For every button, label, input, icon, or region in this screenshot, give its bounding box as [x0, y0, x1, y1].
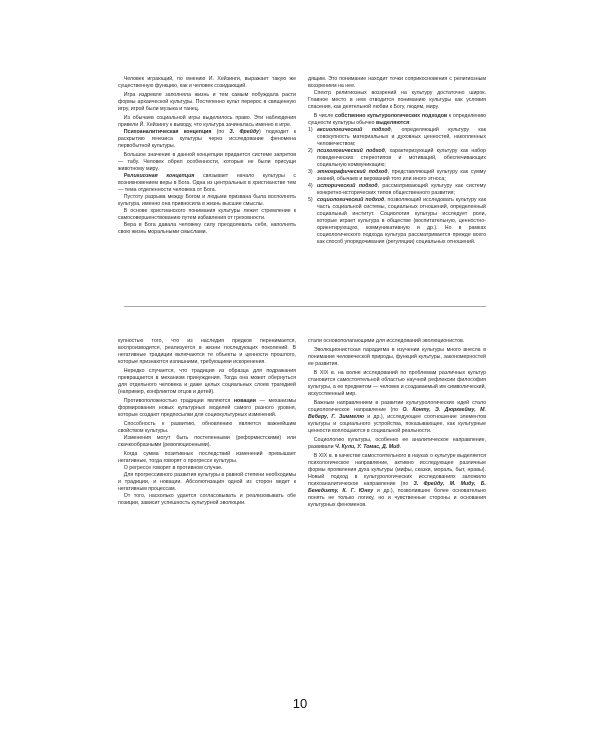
list-number: 3): [308, 169, 313, 175]
paragraph: Нередко случается, что традиция из образца для подражания превращается в механизм принуждения. Тогда она может обернуться для отдельного человека и даже целых социальных слоев трагедией (например, конфликтом отцов и детей).: [118, 368, 296, 395]
paragraph: В основе христианского понимания культуры лежит стремление к самосовершенствованию путем избавления от греховности.: [118, 208, 296, 221]
paragraph: [308, 453, 486, 509]
approaches-list: [308, 127, 486, 246]
paragraph: Изменения могут быть постепенными (реформистскими) или скачкообразными (революционными).: [118, 435, 296, 448]
author-names: О. Конту, Э. Дюркгейму, М. Веберу, Г. Зиммелю: [308, 407, 486, 420]
text-run: Важным направлением в развитии культурологических идей стало социологическое направление (по: [308, 400, 486, 413]
list-item: [308, 183, 486, 197]
list-item: [308, 169, 486, 183]
text-run: ) подходит к раскрытию генезиса культуры через исследование феномена первобытной культуры.: [118, 129, 296, 149]
term-religious: Религиозная концепция: [123, 173, 195, 179]
term-culturological: собственно культурологических подходов: [335, 113, 448, 119]
text-run: и др.), позволившее более основательно понять не только логику, но и чувственные стороны и основания культурных феноменов.: [308, 488, 486, 508]
paragraph: Пустоту разрыва между Богом и людьми призвана была восполнять культура, именно она привносила в жизнь высшие смыслы.: [118, 194, 296, 207]
list-number: 5): [308, 197, 313, 203]
list-term: исторический подход: [317, 183, 378, 189]
text-run: — механизмы формирования новых культурных моделей самого разного уровня, которые создают предпосылки для социокультурных изменений.: [118, 398, 296, 418]
text-run: , рассматривающий культуру как систему конкретно-исторических типов общественного развития;: [317, 183, 486, 196]
paragraph: [118, 398, 296, 419]
term-innovations: новации: [233, 398, 257, 404]
paragraph: Для прогрессивного развития культуры в равной степени необходимы и традиции, и новации. Абсолютизация одной из сторон ведет к негативным процессам.: [118, 472, 296, 492]
list-number: 4): [308, 183, 313, 189]
term-psychoanalytic: Психоаналитическая концепция: [123, 129, 212, 135]
text-run: , характеризующий культуру как набор поведенческих стереотипов и мотиваций, обеспечивающих социальную коммуникацию;: [317, 148, 486, 168]
paragraph: Игра издревле заполняла жизнь и тем самым побуждала расти формы архаической культуры. Постепенно культ перерос в священную игру, игрой были музыка и танец.: [118, 92, 296, 112]
paragraph: [118, 129, 296, 150]
paragraph: [308, 437, 486, 451]
text-run: , определяющий культуру как совокупность материальных и духовных ценностей, накопленных человечеством;: [317, 127, 486, 147]
text-run: (по: [211, 129, 230, 135]
text-run: , позволяющий исследовать культуру как часть социальной системы, социальных отношений, определенный социальный институт. Социология культуры исследует роли, которые играет культура в обществе (воспитательную, ценностно-ориентирующую, коммуникативную и др.). Но в рамках социологического подхода культура рассматривается прежде всего как способ упорядочивания (регуляции) социальных отношений.: [317, 197, 486, 245]
text-run: связывает начало культуры с возникновением веры в Бога. Одна из центральных в христианстве тем — тема отделенности человека от Бога.: [118, 173, 296, 193]
paragraph: Когда сумма позитивных последствий изменений превышает негативные, тогда говорят о прогрессе культуры.: [118, 451, 296, 464]
text-run: В XIX в. в качестве самостоятельного в науках о культуре выделяется психологическое направление, активно исследующее различные формы проявления духа культуры (мифы, сказки, мораль, быт, нравы). Новый подход в культурологических исследованиях заложило психоаналитическое направление (по: [308, 453, 486, 487]
list-term: аксиологический подход: [317, 127, 391, 133]
bottom-right-column: [308, 338, 486, 600]
paragraph: купностью того, что из наследия предков перенимается, воспроизводится, реализуется в жизни последующих поколений. В негативные традиции включаются те объекты и ценности прошлого, которые признаются излишними, требующими искоренения.: [118, 338, 296, 365]
bottom-left-column: [118, 338, 296, 600]
author-name: З. Фрейду: [229, 129, 260, 135]
paragraph: Вера в Бога давала человеку силу преодолевать себя, наполнять свою жизнь моральными смыслами.: [118, 222, 296, 235]
paragraph: стали основополагающими для исследований эволюционистов.: [308, 338, 465, 344]
list-item: [308, 197, 486, 246]
paragraph: [308, 400, 486, 435]
paragraph: От того, насколько удается согласовывать и реализовывать обе позиции, зависит успешность культурной эволюции.: [118, 493, 296, 506]
section-divider: [124, 306, 486, 307]
text-run: Противоположностью традиции являются: [123, 398, 234, 404]
term-highlight: выделяются: [375, 120, 410, 126]
list-item: [308, 127, 486, 148]
text-run: и др.), исследующее соотношение элементов культуры и социального устройства, показывающее, как культурные ценности воплощаются в социальной реальности.: [308, 414, 486, 434]
top-left-column: [118, 76, 296, 308]
list-term: психологический подход: [317, 148, 385, 154]
text-run: к определению сущности культуры обычно: [308, 113, 486, 126]
paragraph: Спектр религиозных воззрений на культуру достаточно широк. Главное место в нем отводится пониманию культуры как условия спасения, как деятельной любви к Богу, людям, миру.: [308, 90, 486, 110]
list-term: социологический подход: [317, 197, 385, 203]
page-number: 10: [292, 696, 308, 711]
paragraph: [308, 113, 486, 127]
list-item: [308, 148, 486, 169]
text-run: .: [399, 444, 402, 450]
text-run: , представляющий культуру как сумму знаний, обычаев и верований того или иного этноса;: [317, 169, 486, 182]
paragraph: О регрессе говорят в противном случае.: [123, 465, 223, 471]
paragraph: В XIX в. на волне исследований по проблемам различных культур становится самостоятельной областью научной рефлексии философия культуры, а ее предметом — человек и создаваемый им символический, искусственный мир.: [308, 370, 486, 397]
paragraph: Эволюционистская парадигма в изучении культуры много внесла в понимание человеческой природы, функций культуры, закономерностей ее развития.: [308, 347, 486, 367]
list-number: 1): [308, 127, 313, 133]
paragraph: дящим. Это понимание находит точки соприкосновения с религиозным воззрением на нее.: [308, 76, 486, 89]
list-number: 2): [308, 148, 313, 154]
paragraph: Способность к развитию, обновлению является важнейшим свойством культуры.: [118, 421, 296, 434]
paragraph: Большое значение в данной концепции придается системе запретов — табу. Человек обрел особенности, которые не были присущи животному миру.: [118, 152, 296, 172]
paragraph: [118, 173, 296, 194]
list-term: этнографический подход: [317, 169, 388, 175]
author-names: З. Фрейду, М. Миду, Б. Бенедикту, К. Г. Юнгу: [308, 481, 486, 494]
text-run: В числе: [313, 113, 336, 119]
paragraph: Человек играющий, по мнению Й. Хейзинги, выражает такую же существенную функцию, как и человек созидающий.: [118, 76, 296, 89]
text-run: Социологию культуры, особенно ее аналитическое направление, развивали: [308, 437, 486, 450]
text-run: :: [409, 120, 411, 126]
top-right-column: [308, 76, 486, 308]
author-names: Ч. Кули, У. Томас, Д. Мид: [335, 444, 400, 450]
paragraph: Из обычаев социальной игры выделилось право. Эти наблюдения привели Й. Хейзингу к выводу, что культура зачиналась именно в игре.: [118, 115, 296, 128]
